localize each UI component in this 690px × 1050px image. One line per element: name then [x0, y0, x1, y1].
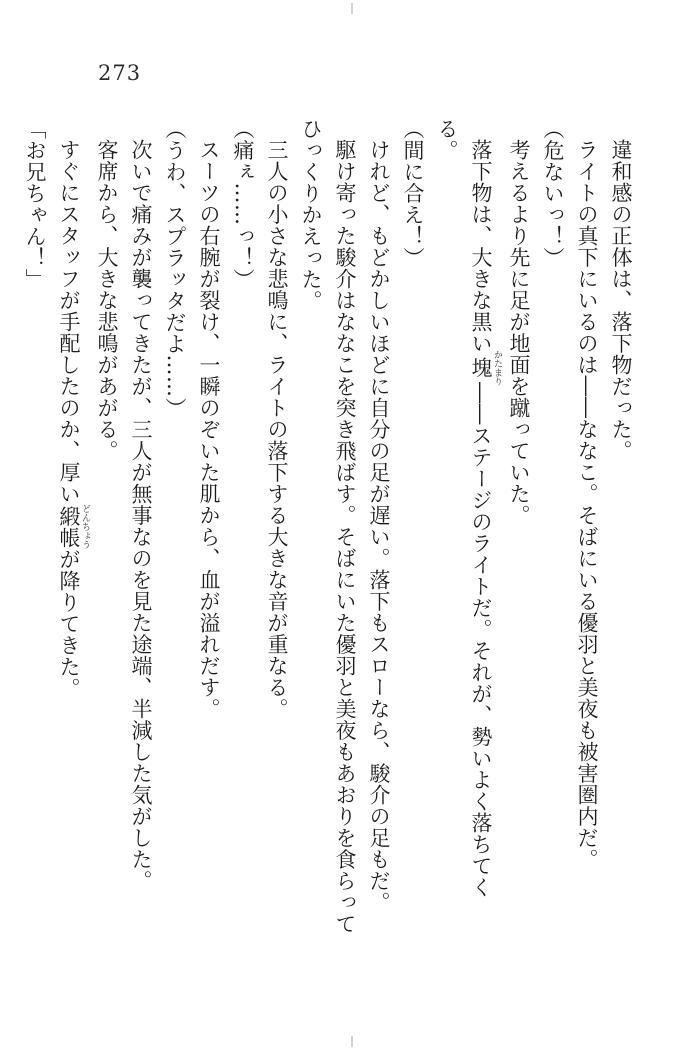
paragraph: 違和感の正体は、落下物だった。 [609, 139, 633, 462]
paragraph: すぐにスタッフが手配したのか、厚い緞帳 どんちょうが降りてきた。 [57, 139, 90, 699]
paragraph: 考えるより先に足が地面を蹴っていた。 [507, 139, 531, 526]
paragraph: 客席から、大きな悲鳴があがる。 [95, 139, 119, 462]
paragraph: 「お兄ちゃん！」 [23, 118, 47, 290]
paragraph: （間に合え！） [401, 118, 425, 269]
page-text-body [18, 118, 638, 938]
ruby-annotated-word: 緞帳 どんちょう [57, 504, 90, 549]
paragraph: スーツの右腕が裂け、一瞬のぞいた肌から、血が溢れだす。 [197, 139, 221, 720]
paragraph: 落下物は、大きな黒い塊 かたまり――ステージのライトだ。それが、勢いよく落ちてくる。 [435, 118, 502, 898]
paragraph: （危ないっ！） [541, 118, 565, 269]
paragraph: （痛ぇ……っ！） [231, 118, 255, 290]
bottom-center-trim-mark [351, 1036, 353, 1047]
paragraph: けれど、もどかしいほどに自分の足が遅い。落下もスローなら、駿介の足もだ。 [367, 139, 391, 913]
paragraph: 次いで痛みが襲ってきたが、三人が無事なのを見た途端、半減した気がした。 [129, 139, 153, 892]
paragraph: 三人の小さな悲鳴に、ライトの落下する大きな音が重なる。 [265, 139, 289, 720]
paragraph: （うわ、スプラッタだよ……） [163, 118, 187, 419]
top-center-trim-mark [351, 3, 353, 14]
page-number: 273 [98, 61, 142, 85]
paragraph: 駆け寄った駿介はななこを突き飛ばす。そばにいた優羽と美夜もあおりを食らってひっくりかえった。 [299, 118, 357, 935]
ruby-annotated-word: 塊 かたまり [469, 350, 502, 386]
paragraph: ライトの真下にいるのは――ななこ。そばにいる優羽と美夜も被害圏内だ。 [575, 139, 599, 870]
